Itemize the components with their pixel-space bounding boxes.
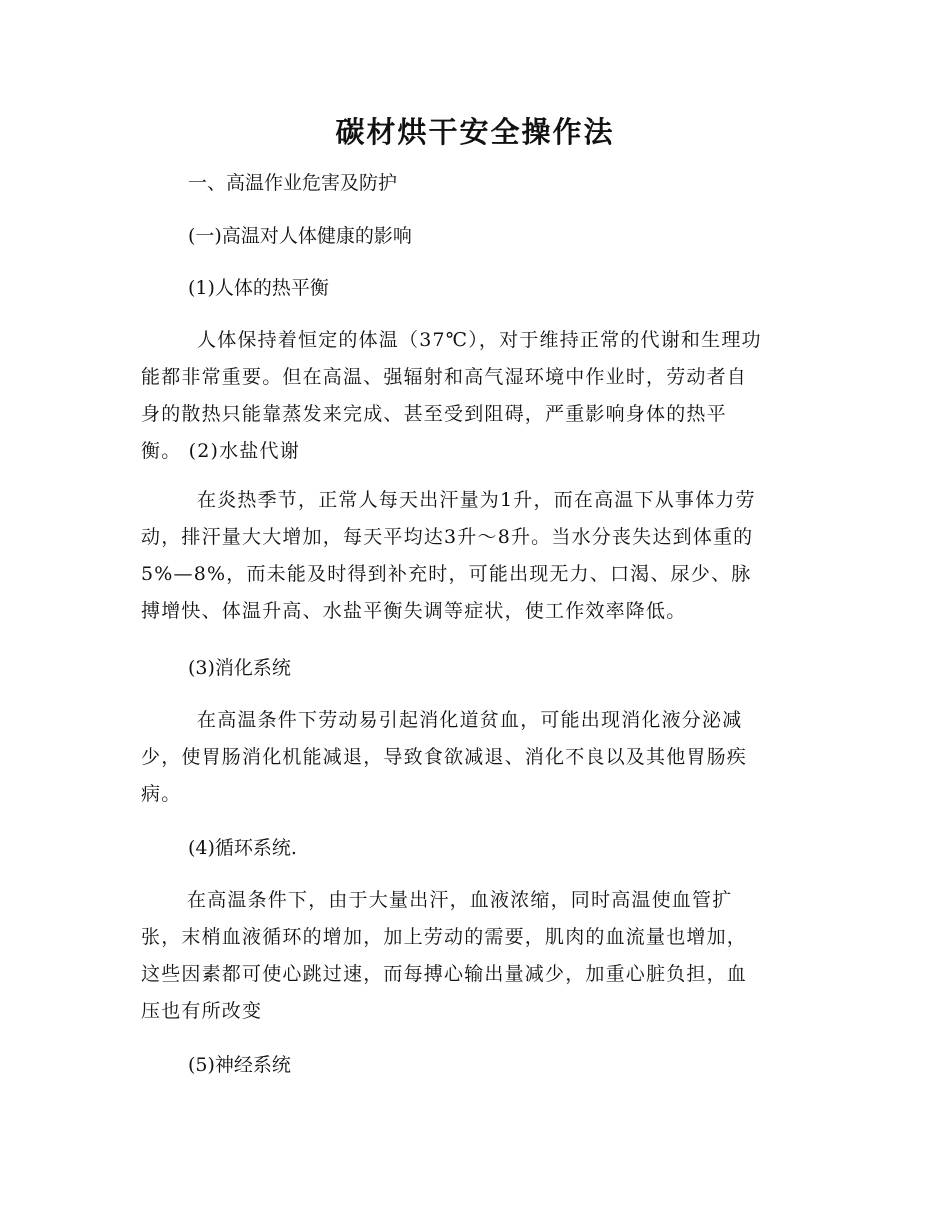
paragraph-line: 张，末梢血液循环的增加，加上劳动的需要，肌肉的血流量也增加， [141,926,748,948]
paragraph-line: 5%—8%，而未能及时得到补充时，可能出现无力、口渴、尿少、脉 [141,563,752,585]
paragraph-heat-balance [141,322,821,470]
section-heading-1: 一、高温作业危害及防护 [188,172,398,194]
item-heading-3: (3)消化系统 [188,657,291,679]
paragraph-line: 病。 [141,783,182,805]
paragraph-digestive [141,702,821,813]
paragraph-line: 衡。 (2)水盐代谢 [141,440,300,462]
paragraph-water-salt [141,482,821,630]
paragraph-line: 少，使胃肠消化机能减退，导致食欲减退、消化不良以及其他胃肠疾 [141,746,748,768]
paragraph-line: 在炎热季节，正常人每天出汗量为1升，而在高温下从事体力劳 [197,489,756,511]
paragraph-line: 在高温条件下，由于大量出汗，血液浓缩，同时高温使血管扩 [187,889,733,911]
subsection-heading-1: (一)高温对人体健康的影响 [188,225,412,247]
paragraph-line: 动，排汗量大大增加，每天平均达3升～8升。当水分丧失达到体重的 [141,526,754,548]
item-heading-4: (4)循环系统. [188,837,297,859]
paragraph-circulatory [141,882,821,1030]
item-heading-1: (1)人体的热平衡 [188,277,329,299]
paragraph-line: 人体保持着恒定的体温（37℃），对于维持正常的代谢和生理功 [197,329,762,351]
document-title: 碳材烘干安全操作法 [335,115,615,149]
paragraph-line: 能都非常重要。但在高温、强辐射和高气湿环境中作业时，劳动者自 [141,366,748,388]
paragraph-line: 身的散热只能靠蒸发来完成、甚至受到阻碍，严重影响身体的热平 [141,403,727,425]
paragraph-line: 这些因素都可使心跳过速，而每搏心输出量减少，加重心脏负担，血 [141,963,748,985]
paragraph-line: 在高温条件下劳动易引起消化道贫血，可能出现消化液分泌减 [197,709,743,731]
paragraph-line: 压也有所改变 [141,1000,263,1022]
item-heading-5: (5)神经系统 [188,1054,291,1076]
paragraph-line: 搏增快、体温升高、水盐平衡失调等症状，使工作效率降低。 [141,600,687,622]
